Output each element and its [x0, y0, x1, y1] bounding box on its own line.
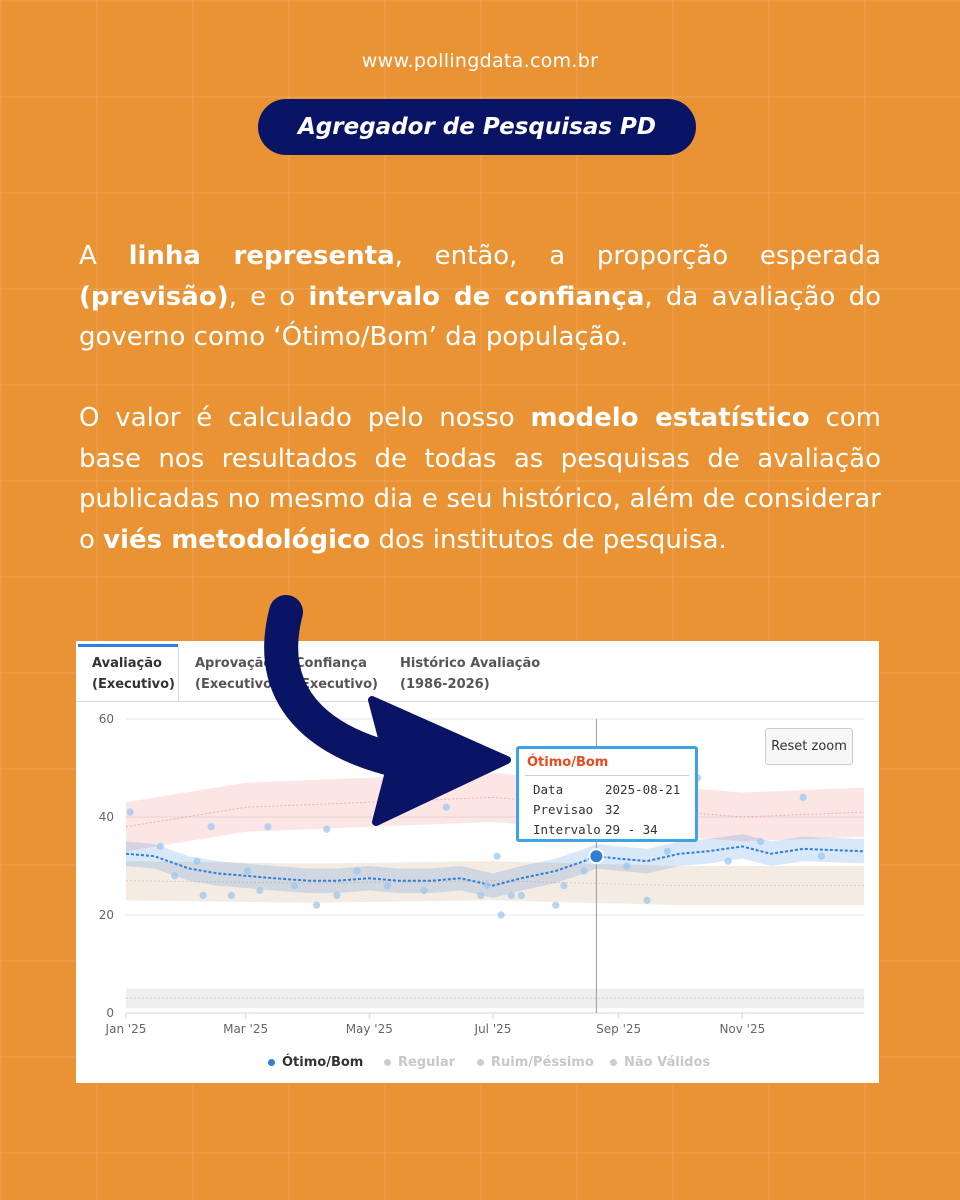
- tooltip-value: 29 - 34: [605, 822, 658, 837]
- poll-point: [126, 809, 133, 816]
- tab-aprovacao[interactable]: [195, 653, 278, 695]
- body-text: com base nos resultados de todas as pesquisas de avaliação publicadas no mesmo dia e seu histórico, além de considerar o: [79, 403, 882, 555]
- legend-item-nao-validos[interactable]: [610, 1055, 710, 1070]
- legend-dot-icon: [384, 1059, 391, 1066]
- poll-point: [497, 911, 504, 918]
- legend-item-otimo-bom[interactable]: [268, 1055, 363, 1070]
- poll-point: [643, 897, 650, 904]
- legend-dot-icon: [268, 1059, 275, 1066]
- emphasis-text: modelo estatístico: [530, 403, 810, 433]
- tab-avaliacao-label: Avaliação: [92, 656, 162, 671]
- tab-avaliacao-sublabel: (Executivo): [92, 677, 176, 692]
- x-tick-label: May '25: [345, 1022, 393, 1036]
- legend-label: Ruim/Péssimo: [491, 1055, 594, 1070]
- tab-divider: [178, 647, 179, 701]
- reset-zoom-button[interactable]: Reset zoom: [765, 728, 853, 765]
- emphasis-text: (previsão): [79, 281, 229, 312]
- poll-point: [228, 892, 235, 899]
- body-text: , e o: [228, 281, 309, 312]
- tooltip-label: Data: [533, 782, 564, 797]
- poll-point: [664, 848, 671, 855]
- poll-point: [199, 892, 206, 899]
- poll-point: [193, 858, 200, 865]
- poll-point: [508, 892, 515, 899]
- chart-tabs: [76, 641, 879, 702]
- y-tick-label: 20: [98, 908, 114, 922]
- poll-point: [291, 882, 298, 889]
- poll-point: [354, 867, 361, 874]
- tab-avaliacao[interactable]: [92, 653, 175, 695]
- legend-dot-icon: [610, 1059, 617, 1066]
- poll-point: [818, 853, 825, 860]
- emphasis-text: linha representa: [128, 241, 395, 271]
- tooltip-label: Previsao: [533, 802, 594, 817]
- x-tick-label: Nov '25: [719, 1022, 766, 1036]
- poll-point: [244, 867, 251, 874]
- tab-historico-label: Histórico Avaliação: [400, 656, 541, 671]
- y-tick-label: 0: [106, 1006, 114, 1020]
- poll-point: [208, 823, 215, 830]
- poll-point: [264, 823, 271, 830]
- legend-dot-icon: [477, 1059, 484, 1066]
- tab-historico[interactable]: [400, 653, 540, 695]
- tooltip-value: 32: [605, 802, 621, 817]
- poll-point: [800, 794, 807, 801]
- tab-aprovacao-label: Aprovação: [195, 656, 273, 671]
- tooltip-title: Ótimo/Bom: [527, 755, 609, 770]
- x-tick-label: Sep '25: [596, 1022, 642, 1036]
- emphasis-text: intervalo de confiança: [308, 281, 645, 312]
- poll-point: [560, 882, 567, 889]
- legend-item-ruim-pessimo[interactable]: [477, 1055, 594, 1070]
- site-url[interactable]: www.pollingdata.com.br: [361, 50, 599, 72]
- body-text: A: [79, 241, 129, 271]
- poll-point: [477, 892, 484, 899]
- paragraph-forecast-explanation: [79, 236, 881, 358]
- poll-point: [323, 826, 330, 833]
- x-tick-label: Mar '25: [223, 1022, 269, 1036]
- body-text: O valor é calculado pelo nosso: [79, 403, 531, 433]
- poll-point: [552, 902, 559, 909]
- legend-label: Ótimo/Bom: [282, 1055, 364, 1070]
- y-tick-label: 60: [98, 712, 114, 726]
- active-tab-indicator: [78, 644, 178, 647]
- paragraph-model-explanation: [79, 398, 881, 560]
- poll-point: [256, 887, 263, 894]
- emphasis-text: viés metodológico: [103, 524, 371, 555]
- poll-point: [518, 892, 525, 899]
- body-text: , então, a proporção esperada: [394, 241, 881, 271]
- x-tick-label: Jul '25: [474, 1022, 512, 1036]
- poll-point: [757, 838, 764, 845]
- tab-aprovacao-sublabel: (Executivo): [195, 677, 279, 692]
- poll-point: [581, 867, 588, 874]
- poll-point: [157, 843, 164, 850]
- legend-label: Não Válidos: [624, 1055, 711, 1070]
- legend-item-regular[interactable]: [384, 1055, 455, 1070]
- tooltip-value: 2025-08-21: [605, 782, 681, 797]
- poll-point: [420, 887, 427, 894]
- poll-point: [483, 882, 490, 889]
- poll-point: [384, 882, 391, 889]
- poll-point: [333, 892, 340, 899]
- body-text: dos institutos de pesquisa.: [370, 524, 727, 555]
- x-tick-label: Jan '25: [105, 1022, 147, 1036]
- chart-plot: [76, 641, 879, 1083]
- tab-confianca[interactable]: [295, 653, 378, 695]
- poll-point: [171, 872, 178, 879]
- poll-point: [493, 853, 500, 860]
- highlight-point: [589, 849, 603, 863]
- poll-point: [623, 862, 630, 869]
- poll-point: [443, 804, 450, 811]
- tooltip-label: Intervalo: [533, 822, 601, 837]
- chart-tooltip: [516, 746, 698, 842]
- tooltip-divider: [525, 775, 689, 776]
- legend-label: Regular: [398, 1055, 456, 1070]
- tab-confianca-sublabel: (Executivo): [295, 677, 379, 692]
- poll-point: [313, 902, 320, 909]
- tab-historico-sublabel: (1986-2026): [400, 677, 490, 692]
- title-pill: Agregador de Pesquisas PD: [258, 99, 696, 155]
- body-text: , da avaliação do governo como ‘Ótimo/Bom’ da população.: [79, 281, 881, 352]
- y-tick-label: 40: [98, 810, 114, 824]
- chart-panel: [76, 641, 879, 1083]
- tab-confianca-label: Confiança: [295, 656, 367, 671]
- poll-point: [725, 858, 732, 865]
